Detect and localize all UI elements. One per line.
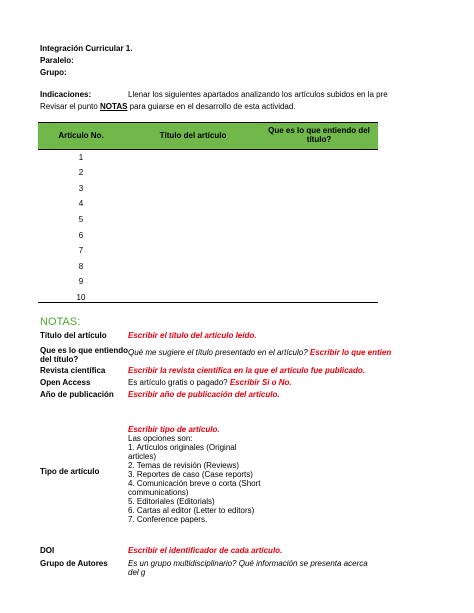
indicaciones-line2-before: Revisar el punto: [40, 102, 101, 111]
nota-label-anio: Año de publicación: [40, 390, 114, 399]
header-articulo-no: Artículo No.: [58, 131, 104, 140]
tipo-option: 1. Artículos originales (Original: [128, 443, 237, 452]
grupo-label: Grupo:: [40, 68, 67, 77]
tipo-option: 2. Temas de revisión (Reviews): [128, 461, 240, 470]
tipo-option: 6. Cartas al editor (Letter to editors): [128, 506, 255, 515]
table-row: 6: [78, 231, 84, 240]
nota-label-open-access: Open Access: [40, 378, 91, 387]
indicaciones-label: Indicaciones:: [40, 90, 92, 99]
table-row: 4: [78, 199, 84, 208]
nota-value-titulo: Escribir el título del artículo leído.: [128, 331, 257, 340]
tipo-option: articles): [128, 452, 157, 461]
table-row: 10: [76, 293, 86, 302]
table-row: 8: [78, 262, 84, 271]
notas-title: NOTAS:: [40, 316, 81, 328]
table-row: 1: [78, 153, 84, 162]
tipo-option: 5. Editoriales (Editorials): [128, 497, 215, 506]
nota-label-doi: DOI: [40, 546, 55, 555]
indicaciones-line2-after: para guiarse en el desarrollo de esta actividad.: [127, 102, 296, 111]
nota-label-autores: Grupo de Autores: [40, 559, 108, 568]
nota-label-titulo: Título del artículo: [40, 331, 107, 340]
nota-value-open-access: [128, 378, 292, 387]
header-que-entiendo: Que es lo que entiendo del título?: [268, 126, 370, 144]
nota-value-open-access-red: Escribir Si o No.: [229, 378, 292, 387]
paralelo-label: Paralelo:: [40, 56, 74, 65]
nota-value-entiendo-normal: Qué me sugiere el título presentado en el artículo?: [128, 348, 310, 357]
nota-value-open-access-normal: Es artículo gratis o pagado?: [128, 378, 230, 387]
tipo-option: 3. Reportes de caso (Case reports): [128, 470, 253, 479]
table-bottom-border: [38, 302, 378, 303]
nota-value-revista: Escribir la revista científica en la que el artículo fue publicado.: [128, 366, 365, 375]
nota-value-anio: Escribir año de publicación del artículo.: [128, 390, 280, 399]
nota-value-entiendo-red: Escribir lo que entien: [309, 348, 392, 357]
nota-label-entiendo-1: Que es lo que entiendo: [40, 346, 129, 355]
table-row: 5: [78, 215, 84, 224]
nota-label-entiendo-2: del título?: [40, 355, 79, 364]
header-titulo: Título del artículo: [159, 131, 227, 140]
tipo-option: Las opciones son:: [128, 434, 193, 443]
tipo-option: 7. Conference papers.: [128, 515, 208, 524]
nota-label-tipo: Tipo de artículo: [40, 467, 100, 476]
indicaciones-line2: [40, 102, 296, 111]
nota-value-tipo: Escribir tipo de artículo.: [128, 425, 220, 434]
nota-value-autores: Es un grupo multidisciplinario? Qué información se presenta acerca del g: [128, 559, 368, 577]
table-row: 7: [78, 246, 84, 255]
table-row: 2: [78, 168, 84, 177]
table-row: 9: [78, 277, 84, 286]
tipo-option: communications): [128, 488, 189, 497]
course-title: Integración Curricular 1.: [40, 44, 133, 53]
nota-label-revista: Revista científica: [40, 366, 106, 375]
table-row: 3: [78, 184, 84, 193]
table-header: [38, 122, 378, 150]
nota-value-doi: Escribir el identificador de cada artículo.: [128, 546, 283, 555]
nota-value-entiendo: [128, 348, 392, 357]
notas-link[interactable]: NOTAS: [100, 102, 128, 111]
tipo-option: 4. Comunicación breve o corta (Short: [128, 479, 261, 488]
indicaciones-text: Llenar los siguientes apartados analizando los artículos subidos en la pre: [128, 90, 388, 99]
